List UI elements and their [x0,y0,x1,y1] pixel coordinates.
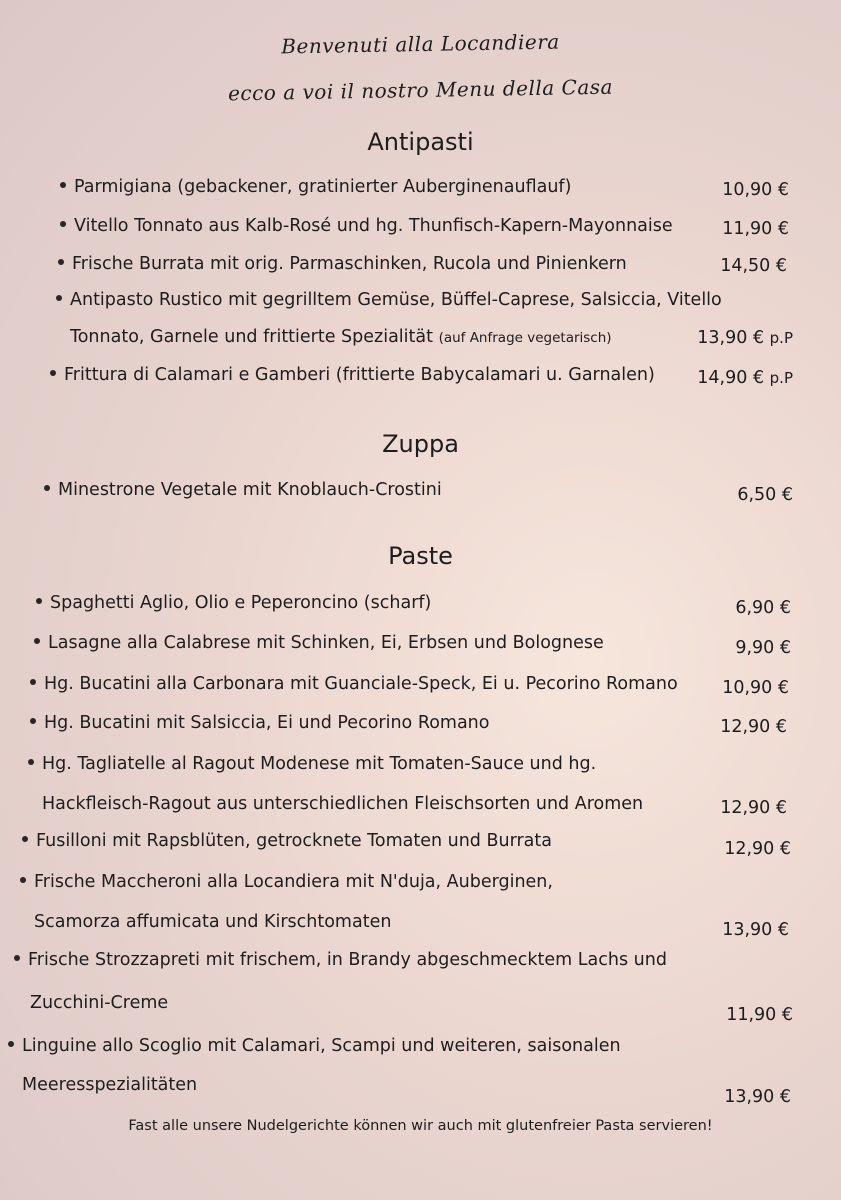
item-text: Spaghetti Aglio, Olio e Peperoncino (scharf) [50,593,432,613]
welcome-heading: Benvenuti alla Locandiera [281,29,560,59]
item-text-continued: Meeresspezialitäten [22,1075,198,1095]
bullet-icon [60,221,66,227]
item-text: Minestrone Vegetale mit Knoblauch-Crostini [58,480,442,500]
gluten-free-note: Fast alle unsere Nudelgerichte können wir auch mit glutenfreier Pasta servieren! [128,1118,713,1134]
bullet-icon [56,295,62,301]
item-price: 12,90 € [720,717,787,737]
item-price: 6,50 € [737,485,793,505]
bullet-icon [22,836,28,842]
menu-item [56,290,722,310]
menu-item [60,216,673,236]
item-text: Fusilloni mit Rapsblüten, getrocknete Tomaten und Burrata [36,831,552,851]
item-price: 12,90 € [720,798,787,818]
section-title-paste: Paste [388,542,453,570]
item-text: Frische Burrata mit orig. Parmaschinken, Rucola und Pinienkern [72,254,627,274]
item-text: Hg. Bucatini alla Carbonara mit Guanciale-Speck, Ei u. Pecorino Romano [44,674,678,694]
bullet-icon [36,598,42,604]
menu-item [22,831,552,851]
bullet-icon [34,638,40,644]
bullet-icon [30,718,36,724]
price-unit: p.P [769,329,793,347]
item-price: 14,90 € p.P [697,368,793,388]
bullet-icon [60,182,66,188]
bullet-icon [20,877,26,883]
item-text: Lasagne alla Calabrese mit Schinken, Ei, Erbsen und Bolognese [48,633,604,653]
item-text: Parmigiana (gebackener, gratinierter Auberginenauflauf) [74,177,572,197]
item-price: 14,50 € [720,256,787,276]
menu-subheading: ecco a voi il nostro Menu della Casa [227,74,614,106]
item-price: 13,90 € [724,1087,791,1107]
item-text: Hg. Bucatini mit Salsiccia, Ei und Pecorino Romano [44,713,490,733]
item-text-continued: Tonnato, Garnele und frittierte Spezialität (auf Anfrage vegetarisch) [70,327,612,347]
menu-item [58,254,627,274]
menu-item [30,713,489,733]
bullet-icon [8,1041,14,1047]
item-price: 11,90 € [722,219,789,239]
item-price: 10,90 € [722,678,789,698]
item-text: Frische Maccheroni alla Locandiera mit N'duja, Auberginen, [34,872,553,892]
item-text: Frittura di Calamari e Gamberi (frittierte Babycalamari u. Garnalen) [64,365,655,385]
bullet-icon [30,679,36,685]
menu-item [60,177,571,197]
item-text: Antipasto Rustico mit gegrilltem Gemüse, Büffel-Caprese, Salsiccia, Vitello [70,290,722,310]
item-price: 6,90 € [735,598,791,618]
item-text: Vitello Tonnato aus Kalb-Rosé und hg. Thunfisch-Kapern-Mayonnaise [74,216,673,236]
item-price: 11,90 € [726,1005,793,1025]
item-price: 9,90 € [735,638,791,658]
item-text: Frische Strozzapreti mit frischem, in Brandy abgeschmecktem Lachs und [28,950,667,970]
item-text: Hg. Tagliatelle al Ragout Modenese mit Tomaten-Sauce und hg. [42,754,597,774]
price-unit: p.P [769,369,793,387]
menu-item [36,593,431,613]
item-text-continued: Zucchini-Creme [30,993,169,1013]
menu-item [44,480,442,500]
item-price: 12,90 € [724,839,791,859]
bullet-icon [50,370,56,376]
item-text: Linguine allo Scoglio mit Calamari, Scampi und weiteren, saisonalen [22,1036,621,1056]
section-title-zuppa: Zuppa [382,430,459,458]
item-price: 10,90 € [722,180,789,200]
menu-item [34,633,604,653]
menu-item [50,365,655,385]
item-price: 13,90 € p.P [697,328,793,348]
item-price: 13,90 € [722,920,789,940]
menu-item [30,674,678,694]
section-title-antipasti: Antipasti [367,128,474,156]
bullet-icon [28,759,34,765]
menu-item [28,754,596,774]
item-note: (auf Anfrage vegetarisch) [438,330,612,346]
bullet-icon [14,955,20,961]
item-text-continued: Scamorza affumicata und Kirschtomaten [34,912,392,932]
menu-item [20,872,553,892]
bullet-icon [44,485,50,491]
bullet-icon [58,259,64,265]
menu-item [8,1036,621,1056]
menu-item [14,950,667,970]
item-text-continued: Hackfleisch-Ragout aus unterschiedlichen Fleischsorten und Aromen [42,794,644,814]
